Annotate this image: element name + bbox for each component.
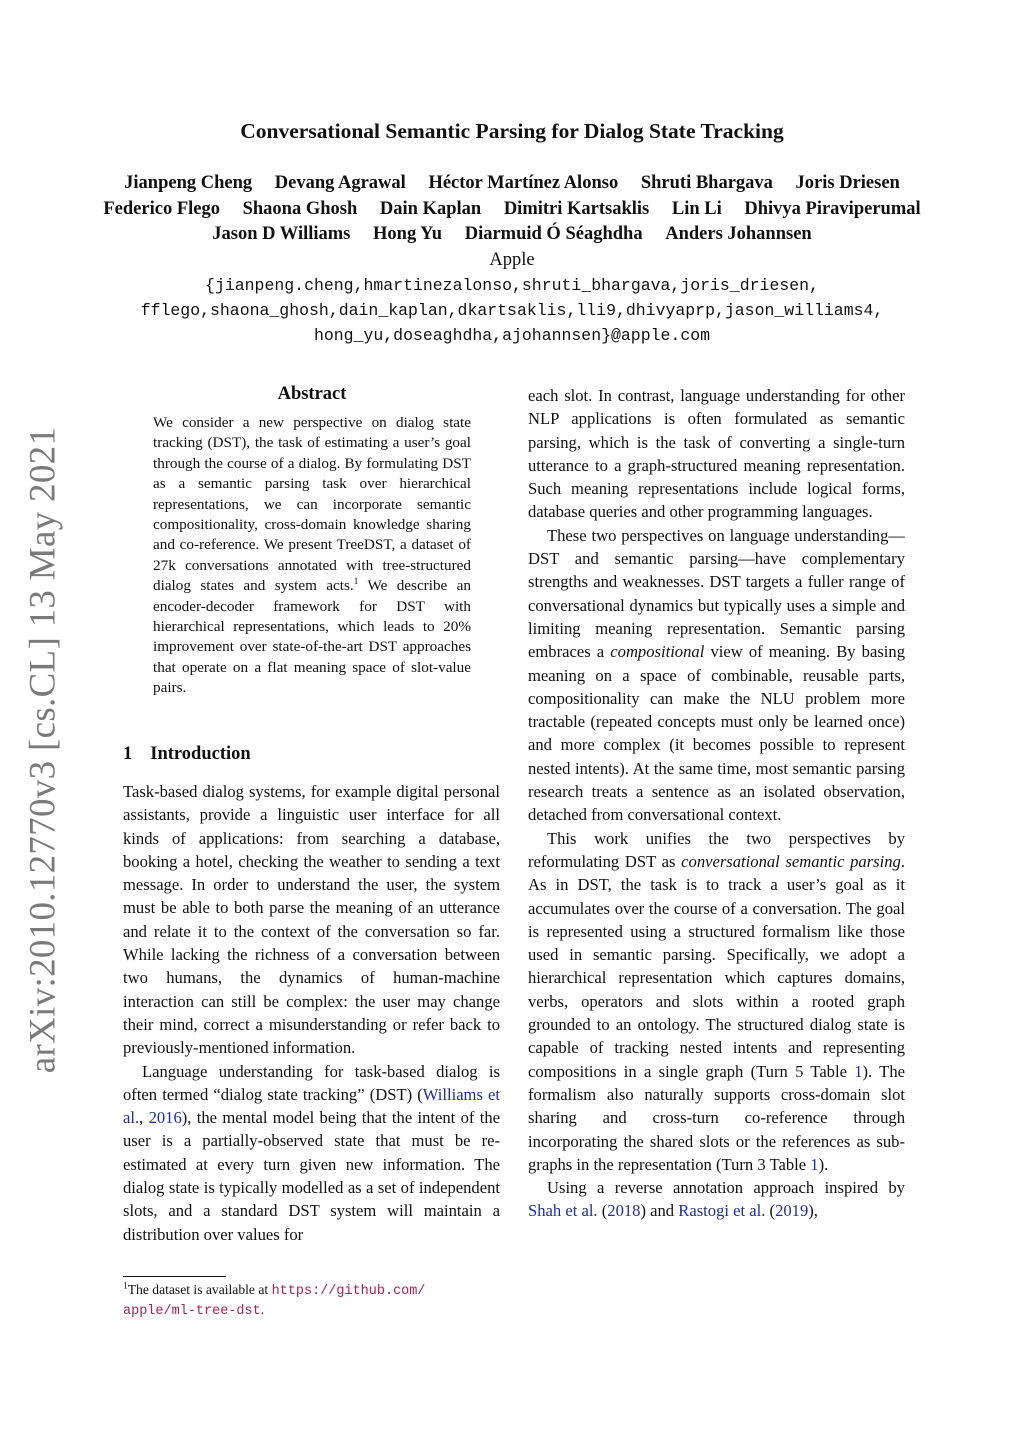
author-name: Héctor Martínez Alonso: [428, 173, 619, 193]
author-name: Diarmuid Ó Séaghdha: [464, 224, 643, 244]
right-column: [528, 384, 905, 1223]
intro-paragraph-2: Language understanding for task-based dialog is often termed “dialog state tracking” (DST) (Williams et al., 2016), the mental model being that the intent of the user is a partially-observed state that must be re-estimated at every turn given new information. The dialog state is typically modelled as a set of independent slots, and a standard DST system will maintain a distribution over values for: [123, 1061, 501, 1244]
abstract-text: We consider a new perspective on dialog state tracking (DST), the task of estimating a user’s goal through the course of a dialog. By formulating DST as a semantic parsing task over hierarchical representations, we can incorporate semantic compositionality, cross-domain knowledge sharing and co-reference. We present TreeDST, a dataset of 27k conversations annotated with tree-structured dialog states and system acts.$^1$ We describe an encoder-decoder framework for DST with hierarchical representations, which leads to 20% improvement over state-of-the-art DST approaches that operate on a flat meaning space of slot-value pairs.: [153, 414, 471, 697]
section-heading-introduction: [123, 744, 251, 765]
citation-year-link[interactable]: 2018: [607, 1201, 641, 1221]
author-name: Devang Agrawal: [274, 173, 406, 193]
author-name: Lin Li: [671, 198, 722, 219]
author-line-1: [0, 171, 1024, 197]
left-column: [123, 780, 500, 1246]
body-paragraph-3: This work unifies the two perspectives by reformulating DST as conversational semantic parsing. As in DST, the task is to track a user’s goal as it accumulates over the course of a conversation. The goal is represented using a structured formalism like those used in semantic parsing. Specifically, we adopt a hierarchical representation which captures domains, verbs, operators and slots within a rooted graph grounded to an ontology. The structured dialog state is capable of tracking nested intents and representing compositions in a single graph (Turn 5 Table 1). The formalism also naturally supports cross-domain slot sharing and cross-turn co-reference through incorporating the shared slots or the references as sub-graphs in the representation (Turn 3 Table 1).: [528, 828, 905, 1174]
paper-title: Conversational Semantic Parsing for Dialog State Tracking: [240, 119, 784, 143]
dataset-url-link[interactable]: https://github.com/ apple/ml-tree-dst: [123, 1284, 426, 1319]
author-name: Federico Flego: [103, 198, 220, 219]
author-name: Shruti Bhargava: [640, 173, 773, 193]
footnote-divider: [123, 1276, 226, 1277]
email-line-1: {jianpeng.cheng,hmartinezalonso,shruti_bhargava,joris_driesen,: [205, 275, 819, 295]
citation-year-link[interactable]: 2016: [148, 1108, 182, 1128]
author-name: Anders Johannsen: [665, 224, 812, 244]
footnote-mark-link[interactable]: 1: [353, 577, 359, 588]
footnote-number: 1: [123, 1281, 128, 1292]
author-line-3: [0, 222, 1024, 248]
citation-year-link[interactable]: 2019: [775, 1201, 809, 1221]
author-block: [0, 171, 1024, 348]
table-ref-link[interactable]: 1: [810, 1154, 819, 1174]
affiliation: Apple: [489, 249, 535, 270]
author-name: Dhivya Piraviperumal: [744, 198, 921, 219]
author-name: Hong Yu: [373, 224, 443, 244]
citation-link[interactable]: Rastogi et al.: [678, 1201, 766, 1221]
body-paragraph-1: each slot. In contrast, language understanding for other NLP applications is often formulated as semantic parsing, which is the task of converting a single-turn utterance to a graph-structured meaning representation. Such meaning representations include logical forms, database queries and other programming languages.: [528, 386, 905, 522]
email-line-3: hong_yu,doseaghdha,ajohannsen}@apple.com: [313, 325, 711, 345]
author-line-2: [0, 197, 1024, 223]
author-name: Jason D Williams: [212, 224, 351, 244]
abstract: [153, 384, 471, 699]
author-name: Dimitri Kartsaklis: [503, 198, 650, 219]
citation-link[interactable]: Williams et al.: [123, 1084, 501, 1128]
footnote: $^1$The dataset is available at https://github.com/ apple/ml-tree-dst.: [123, 1281, 426, 1319]
arxiv-margin-stamp: arXiv:2010.12770v3 [cs.CL] 13 May 2021: [22, 426, 64, 1074]
citation-link[interactable]: Shah et al.: [528, 1201, 598, 1221]
author-name: Dain Kaplan: [379, 198, 482, 219]
author-name: Shaona Ghosh: [242, 198, 358, 219]
abstract-heading: Abstract: [277, 384, 347, 404]
author-name: Joris Driesen: [795, 173, 900, 193]
table-ref-link[interactable]: 1: [854, 1061, 863, 1081]
body-paragraph-2: These two perspectives on language understanding—DST and semantic parsing—have complementary strengths and weaknesses. DST targets a fuller range of conversational dynamics but typically uses a simple and limiting meaning representation. Semantic parsing embraces a compositional view of meaning. By basing meaning on a space of combinable, reusable parts, compositionality can make the NLU problem more tractable (repeated concepts must only be learned once) and more complex (it becomes possible to represent nested intents). At the same time, most semantic parsing research treats a sentence as an isolated observation, detached from conversational context.: [528, 525, 906, 825]
section-number: 1: [123, 744, 133, 764]
author-name: Jianpeng Cheng: [124, 173, 253, 193]
intro-paragraph-1: Task-based dialog systems, for example digital personal assistants, provide a linguistic user interface for all kinds of applications: from searching a database, booking a hotel, checking the weather to sending a text message. In order to understand the user, the system must be able to both parse the meaning of an utterance and relate it to the context of the conversation so far. While lacking the richness of a conversation between two humans, the dynamics of human-machine interaction can still be complex: the user may change their mind, correct a misunderstanding or refer back to previously-mentioned information.: [123, 782, 500, 1058]
section-title: Introduction: [150, 744, 251, 764]
email-line-2: fflego,shaona_ghosh,dain_kaplan,dkartsaklis,lli9,dhivyaprp,jason_williams4,: [140, 300, 884, 320]
body-paragraph-4: Using a reverse annotation approach inspired by Shah et al. (2018) and Rastogi et al. (2019),: [528, 1178, 905, 1221]
